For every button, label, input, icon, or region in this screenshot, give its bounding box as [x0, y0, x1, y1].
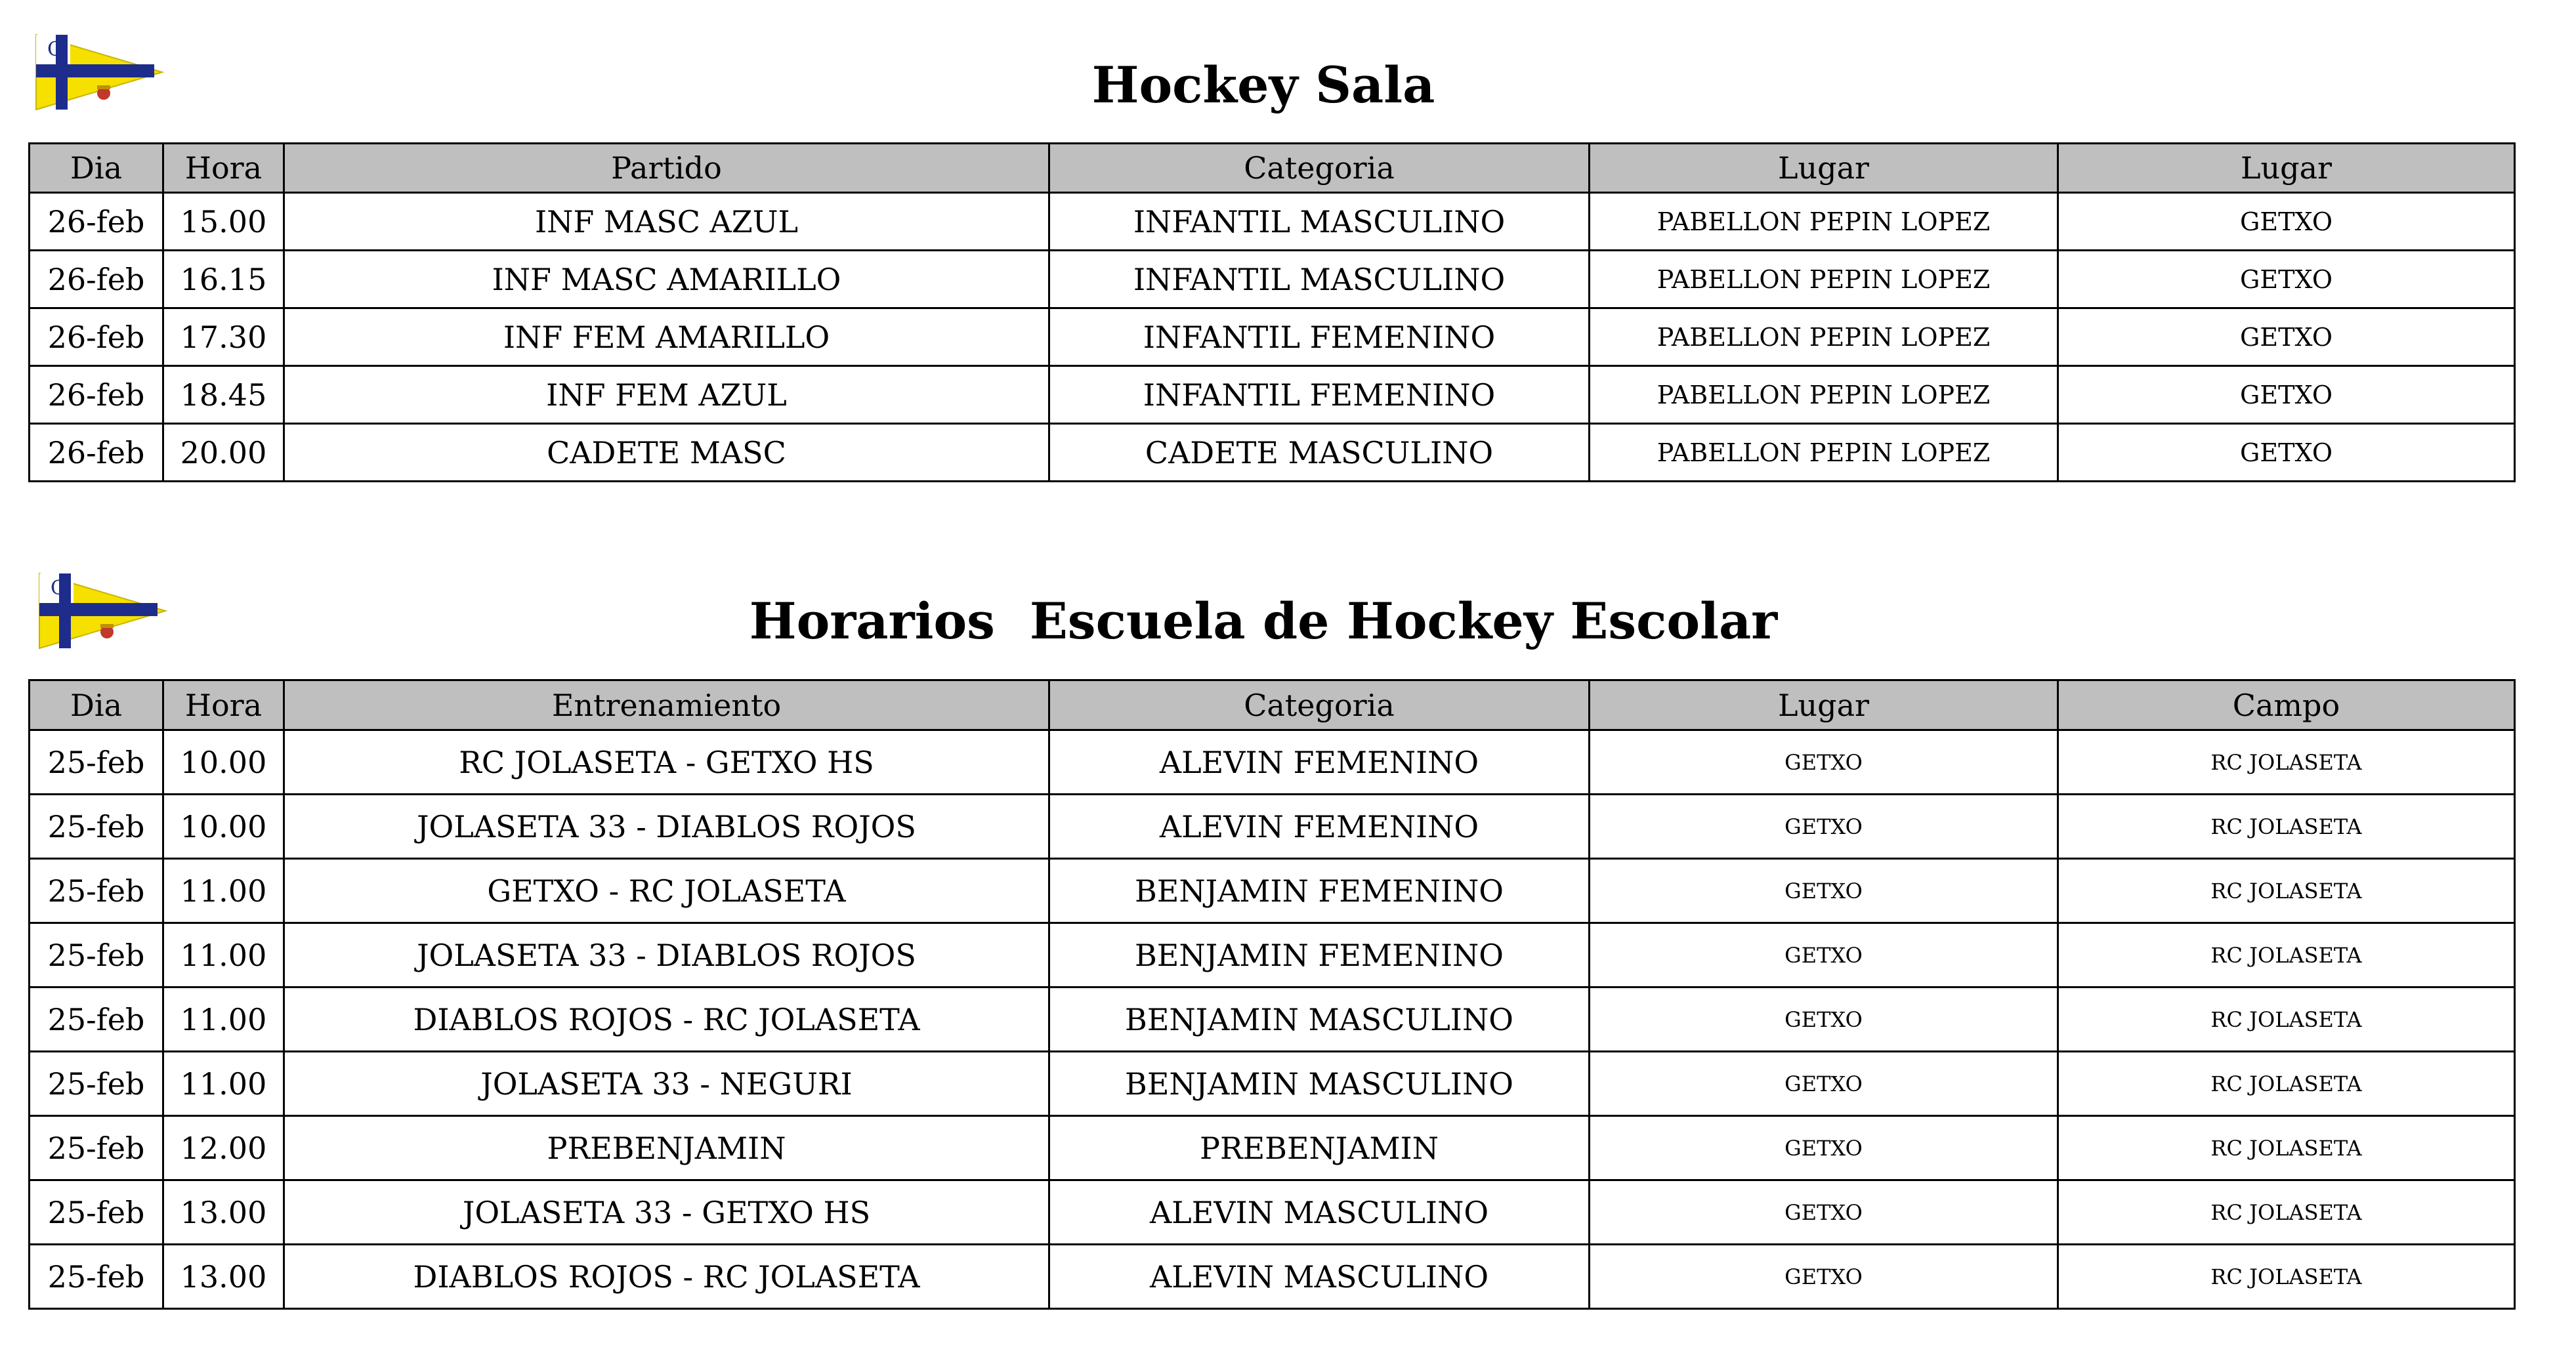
- cell-lugar: GETXO: [1590, 1116, 2058, 1180]
- cell-categoria: ALEVIN FEMENINO: [1049, 795, 1590, 859]
- table-row: [30, 859, 2515, 923]
- cell-categoria: INFANTIL FEMENINO: [1049, 366, 1590, 424]
- cell-dia: 25-feb: [30, 1180, 163, 1245]
- cell-entrenamiento: RC JOLASETA - GETXO HS: [284, 730, 1049, 795]
- cell-lugar: PABELLON PEPIN LOPEZ: [1590, 424, 2058, 482]
- table-header-row: [30, 144, 2515, 193]
- cell-categoria: INFANTIL MASCULINO: [1049, 193, 1590, 251]
- cell-entrenamiento: GETXO - RC JOLASETA: [284, 859, 1049, 923]
- cell-hora: 18.45: [163, 366, 284, 424]
- cell-campo: RC JOLASETA: [2058, 1052, 2515, 1116]
- cell-partido: CADETE MASC: [284, 424, 1049, 482]
- cell-dia: 25-feb: [30, 859, 163, 923]
- table-row: [30, 923, 2515, 987]
- cell-hora: 13.00: [163, 1245, 284, 1309]
- cell-categoria: BENJAMIN MASCULINO: [1049, 1052, 1590, 1116]
- table-row: [30, 308, 2515, 366]
- table-row: [30, 366, 2515, 424]
- cell-campo: RC JOLASETA: [2058, 1245, 2515, 1309]
- cell-campo: RC JOLASETA: [2058, 1116, 2515, 1180]
- cell-dia: 25-feb: [30, 1116, 163, 1180]
- cell-categoria: INFANTIL MASCULINO: [1049, 251, 1590, 308]
- col-header-dia: Dia: [30, 144, 163, 193]
- cell-hora: 10.00: [163, 795, 284, 859]
- col-header-lugar-2: Lugar: [2058, 144, 2515, 193]
- table-row: [30, 1116, 2515, 1180]
- cell-lugar: GETXO: [1590, 730, 2058, 795]
- table-row: [30, 730, 2515, 795]
- col-header-categoria: Categoria: [1049, 680, 1590, 730]
- table-row: [30, 193, 2515, 251]
- cell-partido: INF FEM AMARILLO: [284, 308, 1049, 366]
- table-row: [30, 251, 2515, 308]
- cell-entrenamiento: JOLASETA 33 - GETXO HS: [284, 1180, 1049, 1245]
- cell-lugar-2: GETXO: [2058, 193, 2515, 251]
- cell-categoria: BENJAMIN FEMENINO: [1049, 923, 1590, 987]
- cell-lugar: GETXO: [1590, 923, 2058, 987]
- cell-hora: 20.00: [163, 424, 284, 482]
- cell-dia: 26-feb: [30, 193, 163, 251]
- cell-lugar: PABELLON PEPIN LOPEZ: [1590, 251, 2058, 308]
- cell-lugar-2: GETXO: [2058, 424, 2515, 482]
- col-header-hora: Hora: [163, 144, 284, 193]
- cell-hora: 16.15: [163, 251, 284, 308]
- escuela-hockey-table: [28, 679, 2516, 1310]
- cell-categoria: CADETE MASCULINO: [1049, 424, 1590, 482]
- cell-lugar: GETXO: [1590, 1245, 2058, 1309]
- cell-lugar-2: GETXO: [2058, 366, 2515, 424]
- cell-partido: INF FEM AZUL: [284, 366, 1049, 424]
- table-header-row: [30, 680, 2515, 730]
- cell-categoria: ALEVIN FEMENINO: [1049, 730, 1590, 795]
- cell-partido: INF MASC AZUL: [284, 193, 1049, 251]
- cell-campo: RC JOLASETA: [2058, 1180, 2515, 1245]
- col-header-partido: Partido: [284, 144, 1049, 193]
- cell-hora: 15.00: [163, 193, 284, 251]
- svg-text:C: C: [51, 577, 66, 600]
- cell-dia: 25-feb: [30, 795, 163, 859]
- cell-lugar: GETXO: [1590, 795, 2058, 859]
- cell-campo: RC JOLASETA: [2058, 923, 2515, 987]
- section2-title: Horarios Escuela de Hockey Escolar: [749, 592, 1778, 650]
- cell-categoria: ALEVIN MASCULINO: [1049, 1245, 1590, 1309]
- cell-lugar-2: GETXO: [2058, 308, 2515, 366]
- cell-dia: 26-feb: [30, 424, 163, 482]
- cell-campo: RC JOLASETA: [2058, 987, 2515, 1052]
- cell-entrenamiento: JOLASETA 33 - DIABLOS ROJOS: [284, 795, 1049, 859]
- col-header-lugar: Lugar: [1590, 144, 2058, 193]
- col-header-lugar: Lugar: [1590, 680, 2058, 730]
- svg-text:C: C: [47, 38, 62, 61]
- col-header-entrenamiento: Entrenamiento: [284, 680, 1049, 730]
- col-header-campo: Campo: [2058, 680, 2515, 730]
- cell-entrenamiento: JOLASETA 33 - NEGURI: [284, 1052, 1049, 1116]
- cell-hora: 11.00: [163, 987, 284, 1052]
- cell-categoria: BENJAMIN MASCULINO: [1049, 987, 1590, 1052]
- cell-hora: 11.00: [163, 923, 284, 987]
- table-row: [30, 795, 2515, 859]
- cell-lugar: GETXO: [1590, 1180, 2058, 1245]
- cell-dia: 26-feb: [30, 366, 163, 424]
- cell-categoria: INFANTIL FEMENINO: [1049, 308, 1590, 366]
- cell-hora: 12.00: [163, 1116, 284, 1180]
- cell-lugar: GETXO: [1590, 1052, 2058, 1116]
- cell-hora: 11.00: [163, 859, 284, 923]
- cell-categoria: ALEVIN MASCULINO: [1049, 1180, 1590, 1245]
- table-row: [30, 424, 2515, 482]
- cell-campo: RC JOLASETA: [2058, 859, 2515, 923]
- cell-lugar: GETXO: [1590, 987, 2058, 1052]
- cell-dia: 25-feb: [30, 1245, 163, 1309]
- table-row: [30, 1180, 2515, 1245]
- cell-lugar: PABELLON PEPIN LOPEZ: [1590, 308, 2058, 366]
- col-header-categoria: Categoria: [1049, 144, 1590, 193]
- col-header-dia: Dia: [30, 680, 163, 730]
- cell-lugar: PABELLON PEPIN LOPEZ: [1590, 366, 2058, 424]
- cell-entrenamiento: PREBENJAMIN: [284, 1116, 1049, 1180]
- cell-categoria: PREBENJAMIN: [1049, 1116, 1590, 1180]
- cell-hora: 17.30: [163, 308, 284, 366]
- cell-campo: RC JOLASETA: [2058, 795, 2515, 859]
- hockey-sala-table: [28, 142, 2516, 482]
- cell-dia: 26-feb: [30, 308, 163, 366]
- cell-dia: 25-feb: [30, 730, 163, 795]
- cell-dia: 25-feb: [30, 1052, 163, 1116]
- cell-entrenamiento: DIABLOS ROJOS - RC JOLASETA: [284, 987, 1049, 1052]
- cell-categoria: BENJAMIN FEMENINO: [1049, 859, 1590, 923]
- col-header-hora: Hora: [163, 680, 284, 730]
- section1-title: Hockey Sala: [1091, 56, 1435, 114]
- cell-lugar: PABELLON PEPIN LOPEZ: [1590, 193, 2058, 251]
- cell-hora: 11.00: [163, 1052, 284, 1116]
- table-row: [30, 1052, 2515, 1116]
- cell-lugar: GETXO: [1590, 859, 2058, 923]
- cell-lugar-2: GETXO: [2058, 251, 2515, 308]
- cell-entrenamiento: DIABLOS ROJOS - RC JOLASETA: [284, 1245, 1049, 1309]
- cell-hora: 13.00: [163, 1180, 284, 1245]
- table-row: [30, 1245, 2515, 1309]
- cell-campo: RC JOLASETA: [2058, 730, 2515, 795]
- cell-dia: 26-feb: [30, 251, 163, 308]
- cell-dia: 25-feb: [30, 923, 163, 987]
- table-row: [30, 987, 2515, 1052]
- cell-dia: 25-feb: [30, 987, 163, 1052]
- cell-entrenamiento: JOLASETA 33 - DIABLOS ROJOS: [284, 923, 1049, 987]
- cell-partido: INF MASC AMARILLO: [284, 251, 1049, 308]
- cell-hora: 10.00: [163, 730, 284, 795]
